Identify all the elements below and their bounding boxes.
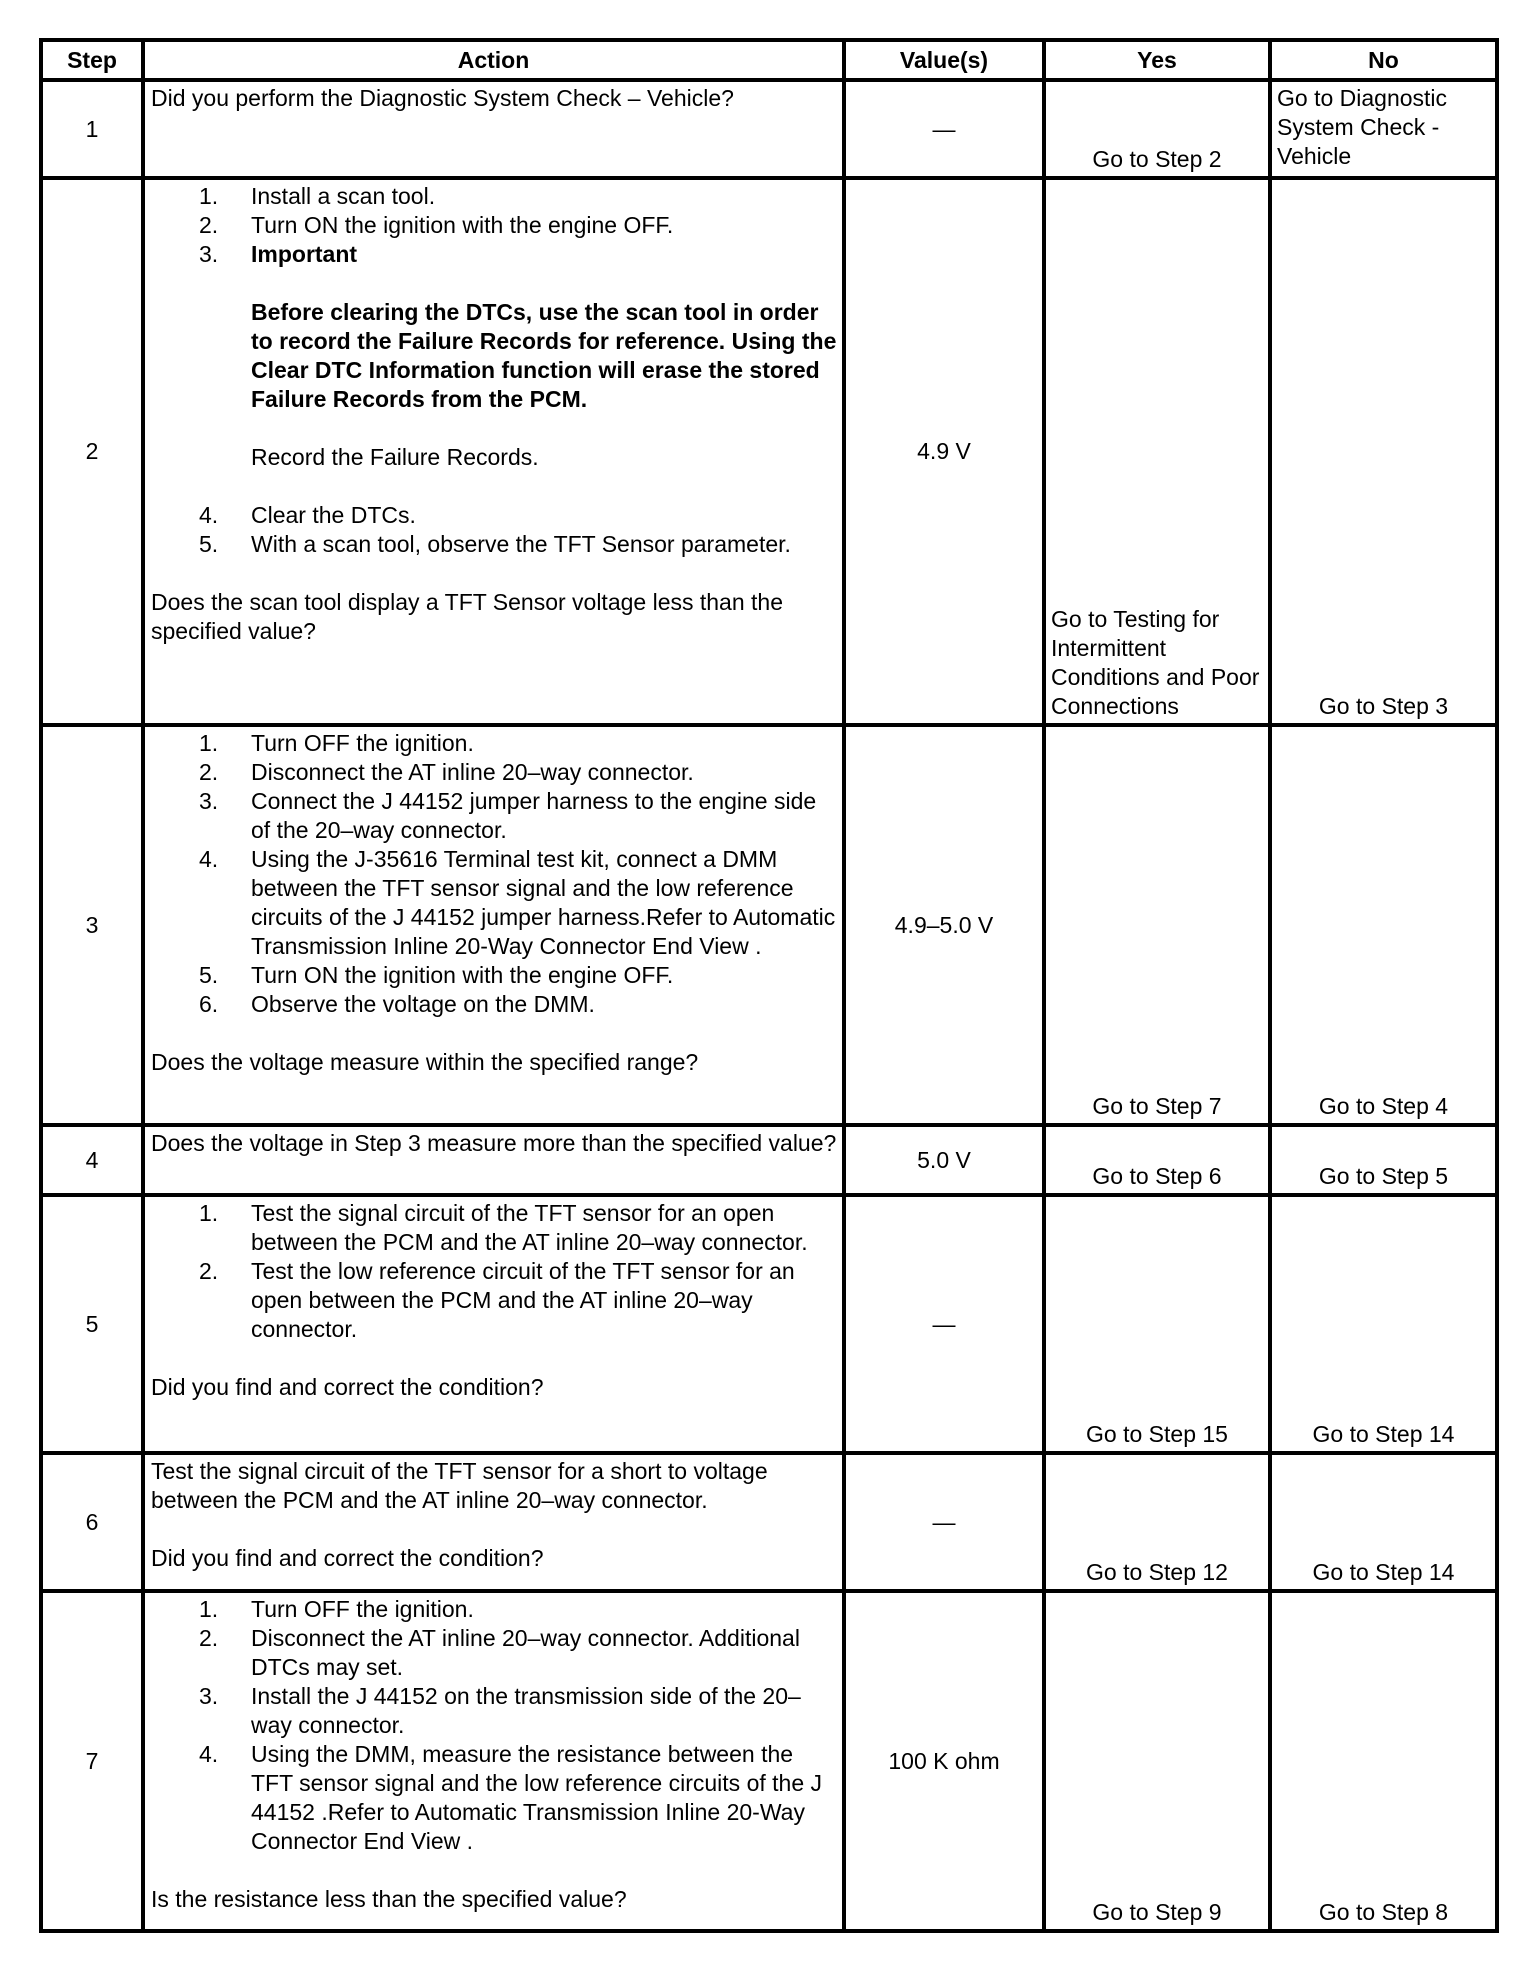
no-cell — [1270, 80, 1497, 178]
header-step: Step — [41, 40, 143, 80]
action-list — [151, 729, 837, 1019]
value-cell: 5.0 V — [844, 1125, 1044, 1195]
list-item: 1. Test the signal circuit of the TFT sensor for an open between the PCM and the AT inline 20–way connector. — [199, 1200, 808, 1255]
list-item: 6. Observe the voltage on the DMM. — [199, 991, 595, 1017]
list-item: 2. Turn ON the ignition with the engine OFF. — [199, 212, 674, 238]
list-item: 4. Using the J-35616 Terminal test kit, connect a DMM between the TFT sensor signal and the low reference circuits of the J 44152 jumper harness.Refer to Automatic Transmission Inline 20-Way Connector End View . — [199, 846, 836, 959]
action-list — [151, 1199, 837, 1344]
list-item: 2. Disconnect the AT inline 20–way connector. — [199, 759, 694, 785]
action-question: Does the voltage in Step 3 measure more than the specified value? — [151, 1130, 837, 1156]
yes-action: Go to Step 12 — [1086, 1559, 1228, 1585]
action-cell — [143, 80, 844, 178]
step-number: 3 — [41, 725, 143, 1125]
important-label: Important — [251, 241, 358, 267]
no-cell — [1270, 1125, 1497, 1195]
action-cell — [143, 1195, 844, 1453]
no-cell — [1270, 1453, 1497, 1591]
list-item: 4. Using the DMM, measure the resistance between the TFT sensor signal and the low reference circuits of the J 44152 .Refer to Automatic Transmission Inline 20-Way Connector End View . — [199, 1741, 823, 1854]
yes-cell — [1044, 1195, 1270, 1453]
step-number: 5 — [41, 1195, 143, 1453]
action-question: Did you find and correct the condition? — [151, 1545, 544, 1571]
step-number: 7 — [41, 1591, 143, 1931]
yes-cell — [1044, 80, 1270, 178]
list-item: 5. Turn ON the ignition with the engine OFF. — [199, 962, 674, 988]
table-row — [41, 80, 1497, 178]
no-cell — [1270, 178, 1497, 725]
step-number: 1 — [41, 80, 143, 178]
header-values: Value(s) — [844, 40, 1044, 80]
step-number: 6 — [41, 1453, 143, 1591]
list-item: 4. Clear the DTCs. — [199, 502, 416, 528]
table-row — [41, 725, 1497, 1125]
table-row — [41, 1591, 1497, 1931]
action-cell — [143, 725, 844, 1125]
yes-cell — [1044, 1591, 1270, 1931]
yes-action: Go to Step 2 — [1092, 146, 1222, 172]
list-item: 1. Install a scan tool. — [199, 183, 436, 209]
step-number: 2 — [41, 178, 143, 725]
list-item: 5. With a scan tool, observe the TFT Sensor parameter. — [199, 531, 791, 557]
no-action: Go to Step 5 — [1318, 1163, 1449, 1189]
list-item: 1. Turn OFF the ignition. — [199, 1596, 474, 1622]
yes-action: Go to Step 6 — [1092, 1163, 1222, 1189]
table-row — [41, 1195, 1497, 1453]
no-action: Go to Step 4 — [1318, 1093, 1449, 1119]
action-question: Did you perform the Diagnostic System Check – Vehicle? — [151, 85, 734, 111]
yes-cell — [1044, 178, 1270, 725]
value-cell: 4.9 V — [844, 178, 1044, 725]
header-yes: Yes — [1044, 40, 1270, 80]
no-cell — [1270, 1591, 1497, 1931]
yes-action: Go to Step 7 — [1092, 1093, 1222, 1119]
yes-action: Go to Step 9 — [1092, 1899, 1222, 1925]
list-item: 3. Important Before clearing the DTCs, use the scan tool in order to record the Failure Records for reference. Using the Clear DTC Information function will erase the stored Failure Records from the PCM. Record the Failure Records. — [199, 241, 837, 470]
list-item: 1. Turn OFF the ignition. — [199, 730, 474, 756]
action-text: Test the signal circuit of the TFT sensor for a short to voltage between the PCM and the AT inline 20–way connector. — [151, 1458, 768, 1513]
yes-cell — [1044, 1453, 1270, 1591]
yes-cell — [1044, 1125, 1270, 1195]
action-question: Does the scan tool display a TFT Sensor voltage less than the specified value? — [151, 589, 784, 644]
header-action: Action — [143, 40, 844, 80]
yes-action: Go to Step 15 — [1086, 1421, 1228, 1447]
yes-cell — [1044, 725, 1270, 1125]
action-question: Does the voltage measure within the specified range? — [151, 1049, 699, 1075]
action-cell — [143, 1591, 844, 1931]
table-row — [41, 178, 1497, 725]
diagnostic-table — [39, 38, 1499, 1933]
action-question: Did you find and correct the condition? — [151, 1374, 544, 1400]
action-cell — [143, 1125, 844, 1195]
no-action: Go to Step 14 — [1312, 1559, 1455, 1585]
yes-action: Go to Testing for Intermittent Conditions and Poor Connections — [1051, 606, 1260, 719]
table-row — [41, 1453, 1497, 1591]
record-instruction: Record the Failure Records. — [251, 444, 539, 470]
no-action: Go to Step 3 — [1318, 693, 1449, 719]
action-question: Is the resistance less than the specified value? — [151, 1886, 627, 1912]
action-list — [151, 1595, 837, 1856]
action-cell — [143, 178, 844, 725]
no-action: Go to Step 8 — [1318, 1899, 1449, 1925]
value-cell: — — [844, 1195, 1044, 1453]
value-cell: — — [844, 1453, 1044, 1591]
list-item: 3. Install the J 44152 on the transmission side of the 20–way connector. — [199, 1683, 801, 1738]
action-cell — [143, 1453, 844, 1591]
list-item: 2. Disconnect the AT inline 20–way connector. Additional DTCs may set. — [199, 1625, 800, 1680]
list-item: 3. Connect the J 44152 jumper harness to the engine side of the 20–way connector. — [199, 788, 817, 843]
list-item: 2. Test the low reference circuit of the TFT sensor for an open between the PCM and the AT inline 20–way connector. — [199, 1258, 795, 1342]
no-action: Go to Step 14 — [1312, 1421, 1455, 1447]
step-number: 4 — [41, 1125, 143, 1195]
important-note: Before clearing the DTCs, use the scan tool in order to record the Failure Records for reference. Using the Clear DTC Information function will erase the stored Failure Records from the PCM. — [251, 299, 837, 412]
value-cell: 100 K ohm — [844, 1591, 1044, 1931]
no-cell — [1270, 725, 1497, 1125]
header-row — [41, 40, 1497, 80]
table-row — [41, 1125, 1497, 1195]
no-action: Go to Diagnostic System Check - Vehicle — [1277, 85, 1448, 169]
action-list — [151, 182, 837, 559]
no-cell — [1270, 1195, 1497, 1453]
header-no: No — [1270, 40, 1497, 80]
value-cell: 4.9–5.0 V — [844, 725, 1044, 1125]
value-cell: — — [844, 80, 1044, 178]
